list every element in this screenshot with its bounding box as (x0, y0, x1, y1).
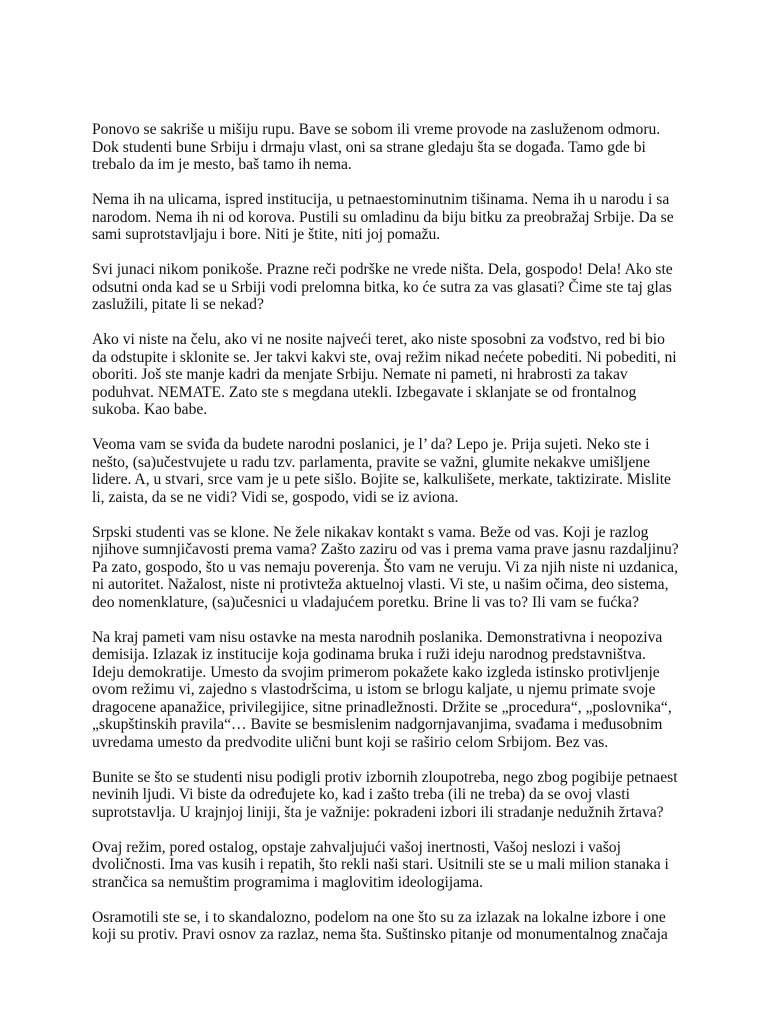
text-line: da odstupite i sklonite se. Jer takvi kakvi ste, ovaj režim nikad nećete pobediti. Ni pobediti, ni (92, 348, 677, 366)
paragraph (92, 629, 698, 752)
text-line: Ovaj režim, pored ostalog, opstaje zahvaljujući vašoj inertnosti, Vašoj neslozi i vašoj (92, 838, 621, 856)
text-line: koji su protiv. Pravi osnov za razlaz, nema šta. Suštinsko pitanje od monumentalnog značaja (92, 926, 668, 943)
text-line: Dok studenti bune Srbiju i drmaju vlast, oni sa strane gledaju šta se događa. Tamo gde bi (92, 138, 646, 156)
paragraph (92, 261, 698, 314)
paragraph (92, 524, 698, 612)
text-line: Svi junaci nikom ponikoše. Prazne reči podrške ne vrede ništa. Dela, gospodo! Dela! Ako ste (92, 261, 673, 278)
text-line: trebalo da im je mesto, baš tamo ih nema. (92, 156, 352, 173)
text-line: Srpski studenti vas se klone. Ne žele nikakav kontakt s vama. Beže od vas. Koji je razlog (92, 523, 649, 541)
paragraph (92, 436, 698, 506)
text-line: uvredama umesto da predvodite ulični bunt koji se raširio celom Srbijom. Bez vas. (92, 733, 609, 751)
document-page (92, 121, 698, 961)
text-line: suprotstavlja. U krajnjoj liniji, šta je važnije: pokradeni izbori ili stradanje nedužnih žrtava? (92, 803, 664, 821)
text-line: Na kraj pameti vam nisu ostavke na mesta narodnih poslanika. Demonstrativna i neopoziva (92, 628, 663, 646)
text-line: nevinih ljudi. Vi biste da određujete ko, kad i zašto treba (ili ne treba) da se ovoj vlasti (92, 786, 630, 803)
text-line: narodom. Nema ih ni od korova. Pustili su omladinu da biju bitku za preobražaj Srbije. Da se (92, 208, 674, 226)
text-line: Ako vi niste na čelu, ako vi ne nosite najveći teret, ako niste sposobni za vođstvo, red bi bio (92, 331, 665, 348)
paragraph (92, 839, 698, 892)
text-line: lidere. A, u stvari, srce vam je u pete sišlo. Bojite se, kalkulišete, merkate, taktizirate. Mislite (92, 471, 671, 488)
text-line: „skupštinskih pravila“… Bavite se besmislenim nadgornjavanjima, svađama i međusobnim (92, 716, 663, 733)
text-line: Veoma vam se sviđa da budete narodni poslanici, je l’ da? Lepo je. Prija sujeti. Neko ste i (92, 436, 650, 453)
paragraph (92, 331, 698, 419)
text-line: ni autoritet. Nažalost, niste ni protivteža aktuelnoj vlasti. Vi ste, u našim očima, deo sistema, (92, 576, 669, 593)
text-line: li, zaista, da se ne vidi? Vidi se, gospodo, vidi se iz aviona. (92, 488, 459, 506)
text-line: poduhvat. NEMATE. Zato ste s megdana utekli. Izbegavate i sklanjate se od frontalnog (92, 383, 637, 401)
text-line: strančica sa nemuštim programima i maglovitim ideologijama. (92, 873, 484, 891)
text-line: Bunite se što se studenti nisu podigli protiv izbornih zloupotreba, nego zbog pogibije petnaest (92, 768, 678, 786)
text-line: Osramotili ste se, i to skandalozno, podelom na one što su za izlazak na lokalne izbore i one (92, 908, 666, 926)
paragraph (92, 121, 698, 174)
text-line: sami suprotstavljaju i bore. Niti je štite, niti joj pomažu. (92, 226, 441, 243)
text-line: ovom režimu vi, zajedno s vlastodršcima, u istom se brlogu kaljate, u njemu primate svoje (92, 681, 656, 698)
text-line: dvoličnosti. Ima vas kusih i repatih, što rekli naši stari. Usitnili ste se u mali milion stanaka i (92, 856, 669, 873)
text-line: Ideju demokratije. Umesto da svojim primerom pokažete kako izgleda istinsko protivljenje (92, 663, 660, 681)
text-line: njihove sumnjičavosti prema vama? Zašto zaziru od vas i prema vama prave jasnu razdaljinu? (92, 541, 679, 558)
text-line: demisija. Izlazak iz institucije koja godinama bruka i ruži ideju narodnog predstavništva. (92, 646, 646, 663)
paragraph (92, 191, 698, 244)
text-line: Pa zato, gospodo, što u vas nemaju poverenja. Što vam ne veruju. Vi za njih niste ni uzdanica, (92, 558, 679, 576)
text-line: sukoba. Kao babe. (92, 401, 208, 418)
text-line: zaslužili, pitate li se nekad? (92, 296, 264, 313)
paragraph (92, 769, 698, 822)
text-line: oboriti. Još ste manje kadri da menjate Srbiju. Nemate ni pameti, ni hrabrosti za takav (92, 366, 628, 383)
text-line: nešto, (sa)učestvujete u radu tzv. parlamenta, pravite se važni, glumite nekakve umišljene (92, 453, 650, 471)
text-line: dragocene apanažice, privilegijice, sitne prinadležnosti. Držite se „procedura“, „poslovnika“, (92, 698, 672, 716)
text-line: Nema ih na ulicama, ispred institucija, u petnaestominutnim tišinama. Nema ih u narodu i sa (92, 191, 670, 208)
paragraph (92, 909, 698, 944)
text-line: Ponovo se sakriše u mišiju rupu. Bave se sobom ili vreme provode na zasluženom odmoru. (92, 121, 661, 138)
text-line: deo nomenklature, (sa)učesnici u vladajućem poretku. Brine li vas to? Ili vam se fućka? (92, 593, 639, 611)
text-line: odsutni onda kad se u Srbiji vodi prelomna bitka, ko će sutra za vas glasati? Čime ste taj glas (92, 278, 672, 296)
